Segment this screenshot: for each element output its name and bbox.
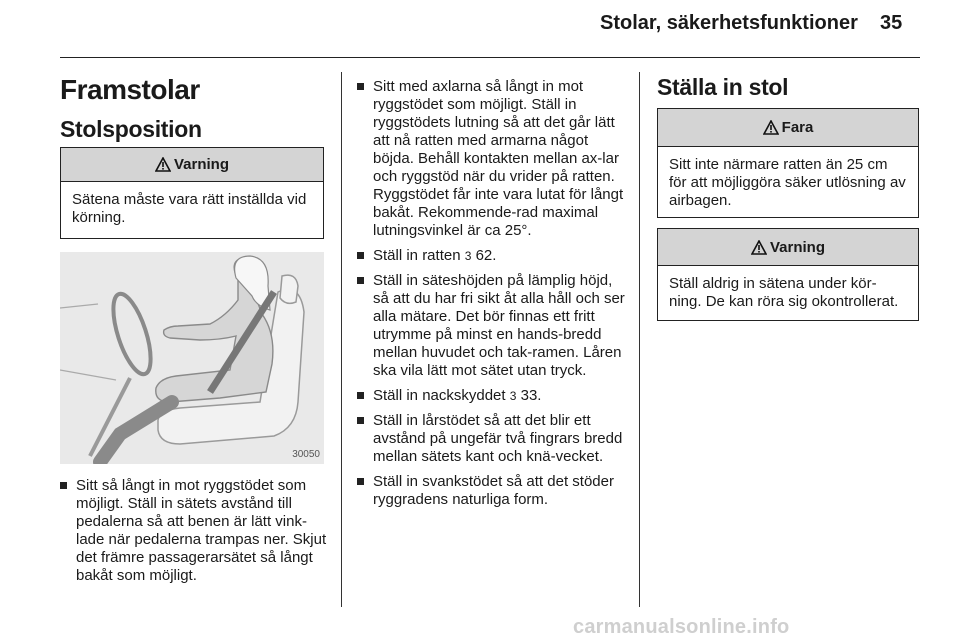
list-item: [357, 78, 627, 240]
bullet-square-icon: [357, 417, 364, 424]
warning-box-header: [61, 148, 323, 182]
seat-position-illustration: [60, 252, 324, 464]
column-divider-1: [341, 72, 342, 607]
list-item: [357, 387, 627, 405]
bullet-square-icon: [357, 277, 364, 284]
page-reference[interactable]: 62.: [475, 247, 497, 264]
warning-label: Varning: [173, 156, 229, 173]
warning-box: [60, 147, 324, 239]
page-reference[interactable]: 33.: [520, 387, 542, 404]
figure-number: 30050: [292, 449, 320, 460]
left-bullet-list: [60, 477, 332, 592]
bullet-text: Ställ in ratten: [373, 247, 461, 264]
bullet-text: Ställ in lårstödet så att det blir ett avstånd på ungefär två fingrars bredd mellan sätets kant och knä-vecket.: [373, 412, 623, 465]
bullet-text: Sitt med axlarna så långt in mot ryggstödet som möjligt. Ställ in ryggstödets lutning så att det går lätt att nå ratten med armarna något böjda. Behåll kontakten mellan ax-lar och ryggstöd när du vrider på ratten. Ryggstödet får inte vara lutat för långt bakåt. Rekommende-rad maximal lutningsvinkel är ca 25°.: [373, 78, 624, 239]
warning-box-header: [658, 229, 918, 266]
bullet-text: Ställ in säteshöjden på lämplig höjd, så att du har fri sikt åt alla håll och ser alla mätare. Det bör finnas ett fritt utrymme på minst en hands-bredd mellan huvudet och tak-ramen. Låren ska vila lätt mot sätet utan tryck.: [373, 272, 625, 379]
middle-bullet-list: [357, 78, 627, 516]
warning-box: [657, 228, 919, 321]
list-item: [357, 272, 627, 380]
bullet-text: Sitt så långt in mot ryggstödet som möjligt. Ställ in sätets avstånd till pedalerna så att benen är lätt vink-lade när pedalerna trampas ner. Skjut det främre passagerarsätet så långt bakåt som möjligt.: [76, 477, 327, 584]
danger-box-header: [658, 109, 918, 147]
warning-triangle-icon: [763, 120, 779, 135]
warning-label: Varning: [769, 238, 825, 256]
bullet-square-icon: [60, 482, 67, 489]
list-item: [357, 412, 627, 466]
bullet-square-icon: [357, 478, 364, 485]
column-divider-2: [639, 72, 640, 607]
section-heading: Framstolar: [60, 74, 200, 105]
subsection-heading: Ställa in stol: [657, 74, 789, 100]
page-number: 35: [880, 12, 903, 34]
warning-triangle-icon: [155, 157, 171, 172]
header-rule: [60, 57, 920, 58]
warning-triangle-icon: [751, 240, 767, 255]
list-item: [60, 477, 332, 585]
warning-text: Sätena måste vara rätt inställda vid körning.: [72, 191, 307, 226]
bullet-square-icon: [357, 83, 364, 90]
bullet-text: Ställ in svankstödet så att det stöder ryggradens naturliga form.: [373, 473, 614, 508]
list-item: [357, 247, 627, 265]
danger-box: [657, 108, 919, 218]
bullet-square-icon: [357, 252, 364, 259]
danger-label: Fara: [781, 119, 814, 136]
danger-text: Sitt inte närmare ratten än 25 cm för att möjliggöra säker utlösning av airbagen.: [669, 156, 906, 209]
bullet-square-icon: [357, 392, 364, 399]
footer-watermark: carmanualsonline.info: [573, 616, 790, 638]
running-header-title: Stolar, säkerhetsfunktioner: [600, 12, 858, 34]
bullet-text: Ställ in nackskyddet: [373, 387, 506, 404]
list-item: [357, 473, 627, 509]
page-ref-arrow-icon: 3: [509, 389, 517, 403]
warning-text: Ställ aldrig in sätena under kör-ning. De kan röra sig okontrollerat.: [669, 275, 899, 310]
page-ref-arrow-icon: 3: [464, 249, 472, 263]
subsection-heading: Stolsposition: [60, 116, 202, 142]
